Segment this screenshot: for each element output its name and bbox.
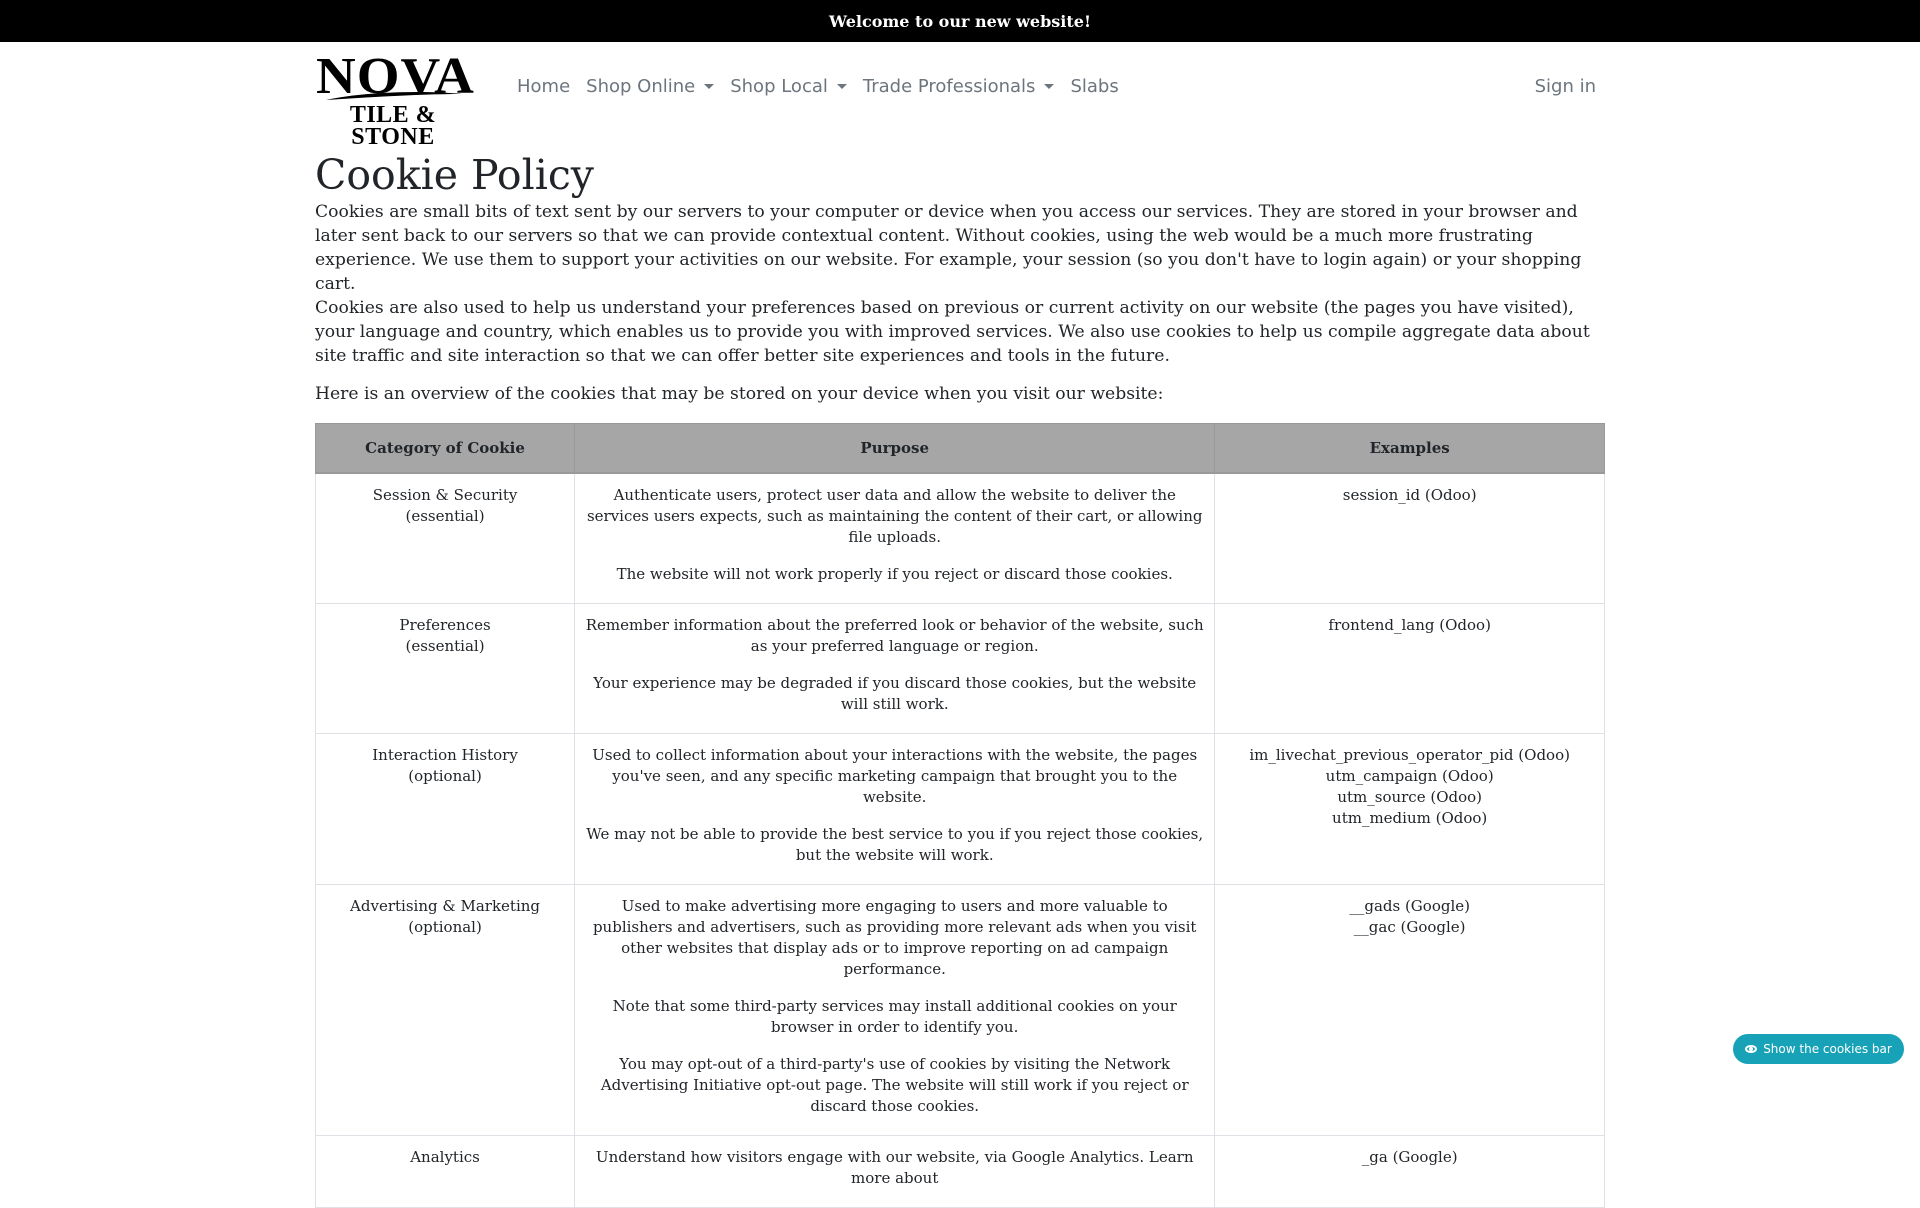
navbar	[0, 42, 1920, 150]
category-cell	[316, 1136, 575, 1208]
example-item: im_livechat_previous_operator_pid (Odoo)	[1249, 746, 1570, 765]
example-item: frontend_lang (Odoo)	[1328, 616, 1491, 635]
nav-slabs[interactable]	[1062, 76, 1126, 97]
caret-down-icon	[837, 84, 847, 89]
nav-trade-professionals-label: Trade Professionals	[862, 75, 1036, 97]
table-row	[316, 734, 1605, 885]
show-cookies-bar-label: Show the cookies bar	[1763, 1042, 1892, 1056]
intro-paragraph-1: Cookies are small bits of text sent by our servers to your computer or device when you access our services. They are stored in your browser and later sent back to our servers so that we can provide contextual content. Without cookies, using the web would be a much more frustrating experience. We use them to support your activities on our website. For example, your session (so you don't have to login again) or your shopping cart.	[315, 202, 1582, 294]
table-header-row	[316, 424, 1605, 474]
category-cell	[316, 473, 575, 604]
table-row	[316, 1136, 1605, 1208]
table-row	[316, 885, 1605, 1136]
examples-cell	[1215, 885, 1605, 1136]
table-row	[316, 473, 1605, 604]
purpose-text: Understand how visitors engage with our website, via Google Analytics. Learn more about	[595, 1148, 1194, 1188]
examples-cell	[1215, 1136, 1605, 1208]
intro-paragraph-2: Cookies are also used to help us understand your preferences based on previous or current activity on our website (the pages you have visited), your language and country, which enables us to provide you with improved services. We also use cookies to help us compile aggregate data about site traffic and site interaction so that we can offer better site experiences and tools in the future.	[315, 298, 1590, 366]
purpose-cell	[575, 604, 1215, 734]
nav-shop-local-label: Shop Local	[730, 75, 828, 97]
example-item: session_id (Odoo)	[1342, 486, 1477, 505]
cookie-table	[315, 423, 1605, 1208]
example-item: _ga (Google)	[1361, 1148, 1458, 1167]
examples-cell	[1215, 734, 1605, 885]
purpose-note: Your experience may be degraded if you discard those cookies, but the website will still work.	[593, 674, 1197, 714]
table-row	[316, 604, 1605, 734]
nav-shop-online-label: Shop Online	[586, 75, 696, 97]
header-examples: Examples	[1215, 424, 1605, 474]
nav-home-label: Home	[517, 75, 571, 97]
examples-cell	[1215, 604, 1605, 734]
optout-text-before: You may opt-out of a third-party's use of cookies by visiting the	[619, 1055, 1104, 1074]
overview-text: Here is an overview of the cookies that may be stored on your device when you visit our website:	[315, 384, 1164, 404]
category-cell	[316, 734, 575, 885]
category-cell	[316, 604, 575, 734]
category-name: Preferences	[399, 616, 491, 635]
purpose-cell	[575, 473, 1215, 604]
purpose-cell	[575, 885, 1215, 1136]
purpose-cell	[575, 734, 1215, 885]
purpose-text: Used to collect information about your interactions with the website, the pages you've seen, and any specific marketing campaign that brought you to the website.	[592, 746, 1198, 807]
header-category: Category of Cookie	[316, 424, 575, 474]
category-name: Analytics	[410, 1148, 480, 1167]
example-item: utm_campaign (Odoo)	[1325, 767, 1494, 786]
logo-line2: TILE & STONE	[349, 102, 437, 150]
example-item: utm_source (Odoo)	[1337, 788, 1483, 807]
category-name: Session & Security	[372, 486, 518, 505]
nav-slabs-label: Slabs	[1070, 75, 1119, 97]
show-cookies-bar-button[interactable]	[1733, 1034, 1904, 1064]
purpose-text: Authenticate users, protect user data and allow the website to deliver the services users expects, such as maintaining the content of their cart, or allowing file uploads.	[586, 486, 1203, 547]
category-type: (essential)	[405, 637, 485, 656]
category-name: Advertising & Marketing	[350, 897, 541, 916]
main-menu	[509, 42, 1127, 130]
purpose-note: Note that some third-party services may install additional cookies on your browser in order to identify you.	[612, 997, 1177, 1037]
purpose-note: The website will not work properly if you reject or discard those cookies.	[616, 565, 1173, 584]
caret-down-icon	[704, 84, 714, 89]
main-content	[315, 130, 1605, 1208]
page-title: Cookie Policy	[315, 151, 594, 199]
eye-icon	[1745, 1045, 1757, 1053]
examples-cell	[1215, 473, 1605, 604]
category-cell	[316, 885, 575, 1136]
purpose-text: Remember information about the preferred look or behavior of the website, such as your preferred language or region.	[585, 616, 1204, 656]
nav-shop-local[interactable]	[722, 76, 855, 97]
header-purpose: Purpose	[575, 424, 1215, 474]
category-type: (optional)	[408, 767, 482, 786]
purpose-note: We may not be able to provide the best service to you if you reject those cookies, but the website will work.	[586, 825, 1204, 865]
purpose-text: Used to make advertising more engaging to users and more valuable to publishers and advertisers, such as providing more relevant ads when you visit other websites that display ads or to improve reporting on ad campaign performance.	[592, 897, 1197, 979]
nai-optout-link[interactable]: Network Advertising Initiative opt-out page	[600, 1055, 1171, 1095]
logo-line1: NOVA	[316, 46, 475, 105]
category-name: Interaction History	[372, 746, 518, 765]
example-item: __gads (Google)	[1349, 897, 1470, 916]
optout-text-after: . The website will still work if you reject or discard those cookies.	[810, 1076, 1189, 1116]
purpose-cell	[575, 1136, 1215, 1208]
category-type: (optional)	[408, 918, 482, 937]
purpose-optout	[585, 1054, 1204, 1117]
sign-in-link[interactable]: Sign in	[1534, 75, 1596, 97]
announcement-text: Welcome to our new website!	[829, 11, 1091, 31]
caret-down-icon	[1044, 84, 1054, 89]
nav-home[interactable]	[509, 76, 578, 97]
nav-trade-professionals[interactable]	[855, 76, 1063, 97]
example-item: __gac (Google)	[1353, 918, 1466, 937]
logo[interactable]	[316, 46, 475, 150]
category-type: (essential)	[405, 507, 485, 526]
announcement-bar	[0, 0, 1920, 42]
nav-shop-online[interactable]	[578, 76, 722, 97]
example-item: utm_medium (Odoo)	[1332, 809, 1488, 828]
